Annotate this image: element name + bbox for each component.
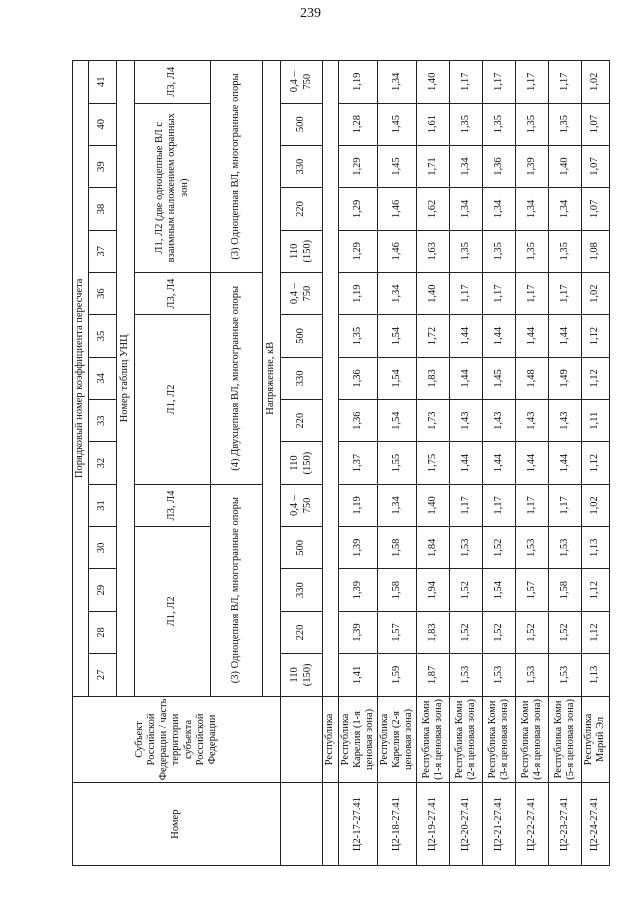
value-cell: 1,02 — [582, 272, 609, 314]
voltage-cell: 0,4 – 750 — [281, 272, 323, 314]
table-row — [339, 61, 378, 866]
row-subject: Республика Коми (2-я ценовая зона) — [450, 696, 483, 783]
value-cell: 1,39 — [339, 569, 378, 611]
value-cell: 1,58 — [378, 569, 417, 611]
value-cell: 1,52 — [483, 527, 516, 569]
voltage-cell: 0,4 – 750 — [281, 484, 323, 526]
value-cell: 1,35 — [339, 315, 378, 357]
col-num: 35 — [89, 315, 117, 357]
col-num: 37 — [89, 230, 117, 272]
row-subject: Республика Коми (1-я ценовая зона) — [417, 696, 450, 783]
value-cell: 1,40 — [549, 145, 582, 187]
value-cell: 1,17 — [450, 61, 483, 104]
value-cell: 1,58 — [378, 527, 417, 569]
col-num: 30 — [89, 527, 117, 569]
value-cell: 1,17 — [549, 61, 582, 104]
voltage-cell: 220 — [281, 188, 323, 230]
value-cell: 1,43 — [483, 400, 516, 442]
unc-group-6: Л3, Л4 — [135, 61, 211, 104]
value-cell: 1,29 — [339, 230, 378, 272]
row-code: Ц2-22-27.41 — [516, 783, 549, 866]
page-number: 239 — [300, 6, 321, 21]
line-type-3: (3) Одноцепная ВЛ, многогранные опоры — [211, 61, 263, 273]
header-empty-cell — [281, 783, 323, 866]
value-cell: 1,45 — [378, 103, 417, 145]
voltage-cell: 0,4 – 750 — [281, 61, 323, 104]
value-cell: 1,39 — [339, 611, 378, 653]
value-cell: 1,37 — [339, 442, 378, 484]
value-cell: 1,34 — [549, 188, 582, 230]
value-cell: 1,57 — [378, 611, 417, 653]
value-cell: 1,73 — [417, 400, 450, 442]
value-cell: 1,35 — [516, 230, 549, 272]
value-cell: 1,17 — [450, 272, 483, 314]
value-cell: 1,11 — [582, 400, 609, 442]
section-empty-cell — [323, 783, 339, 866]
col-num: 40 — [89, 103, 117, 145]
value-cell: 1,19 — [339, 272, 378, 314]
value-cell: 1,44 — [483, 315, 516, 357]
value-cell: 1,36 — [483, 145, 516, 187]
value-cell: 1,62 — [417, 188, 450, 230]
value-cell: 1,63 — [417, 230, 450, 272]
section-label: Республика — [323, 696, 339, 783]
header-unc-title: Номер таблиц УНЦ — [117, 61, 135, 697]
value-cell: 1,19 — [339, 61, 378, 104]
value-cell: 1,72 — [417, 315, 450, 357]
value-cell: 1,52 — [516, 611, 549, 653]
voltage-cell: 500 — [281, 103, 323, 145]
header-coef-title: Порядковый номер коэффициента пересчета — [73, 61, 89, 697]
value-cell: 1,53 — [516, 654, 549, 696]
voltage-cell: 330 — [281, 357, 323, 399]
col-num: 29 — [89, 569, 117, 611]
row-code: Ц2-21-27.41 — [483, 783, 516, 866]
value-cell: 1,44 — [483, 442, 516, 484]
value-cell: 1,35 — [483, 230, 516, 272]
value-cell: 1,43 — [516, 400, 549, 442]
value-cell: 1,29 — [339, 145, 378, 187]
row-subject: Республика Марий Эл — [582, 696, 609, 783]
line-type-2: (4) Двухцепная ВЛ, многогранные опоры — [211, 272, 263, 484]
voltage-cell: 220 — [281, 400, 323, 442]
value-cell: 1,02 — [582, 484, 609, 526]
value-cell: 1,52 — [450, 611, 483, 653]
value-cell: 1,44 — [516, 315, 549, 357]
value-cell: 1,53 — [549, 654, 582, 696]
header-empty-cell — [281, 696, 323, 783]
col-num: 28 — [89, 611, 117, 653]
voltage-cell: 500 — [281, 315, 323, 357]
value-cell: 1,54 — [378, 315, 417, 357]
col-num: 38 — [89, 188, 117, 230]
value-cell: 1,59 — [378, 654, 417, 696]
section-empty-cell — [323, 61, 339, 697]
section-row — [323, 61, 339, 866]
line-type-1: (3) Одноцепная ВЛ, многогранные опоры — [211, 484, 263, 696]
table-row — [450, 61, 483, 866]
value-cell: 1,40 — [417, 484, 450, 526]
table-row — [378, 61, 417, 866]
value-cell: 1,12 — [582, 315, 609, 357]
table-row — [582, 61, 609, 866]
header-subject: Субъект Российской Федерации / часть территории субъекта Российской Федерации — [73, 696, 281, 783]
value-cell: 1,34 — [378, 61, 417, 104]
value-cell: 1,28 — [339, 103, 378, 145]
row-subject: Республика Карелия (2-я ценовая зона) — [378, 696, 417, 783]
value-cell: 1,84 — [417, 527, 450, 569]
value-cell: 1,54 — [483, 569, 516, 611]
value-cell: 1,35 — [450, 230, 483, 272]
unc-group-1: Л1, Л2 — [135, 527, 211, 696]
value-cell: 1,34 — [483, 188, 516, 230]
col-num: 27 — [89, 654, 117, 696]
value-cell: 1,44 — [549, 442, 582, 484]
value-cell: 1,17 — [549, 484, 582, 526]
value-cell: 1,17 — [483, 484, 516, 526]
value-cell: 1,34 — [450, 145, 483, 187]
value-cell: 1,53 — [450, 527, 483, 569]
value-cell: 1,52 — [549, 611, 582, 653]
voltage-cell: 110 (150) — [281, 230, 323, 272]
value-cell: 1,45 — [483, 357, 516, 399]
value-cell: 1,35 — [516, 103, 549, 145]
value-cell: 1,44 — [450, 315, 483, 357]
voltage-cell: 500 — [281, 527, 323, 569]
unc-group-5: Л1, Л2 (две одноцепные ВЛ с взаимным наложением охранных зон) — [135, 103, 211, 272]
value-cell: 1,29 — [339, 188, 378, 230]
value-cell: 1,52 — [483, 611, 516, 653]
value-cell: 1,54 — [378, 357, 417, 399]
value-cell: 1,17 — [483, 61, 516, 104]
value-cell: 1,17 — [483, 272, 516, 314]
col-num: 31 — [89, 484, 117, 526]
value-cell: 1,52 — [450, 569, 483, 611]
value-cell: 1,35 — [549, 103, 582, 145]
voltage-cell: 330 — [281, 145, 323, 187]
voltage-cell: 110 (150) — [281, 654, 323, 696]
row-code: Ц2-20-27.41 — [450, 783, 483, 866]
voltage-cell: 110 (150) — [281, 442, 323, 484]
row-subject: Республика Карелия (1-я ценовая зона) — [339, 696, 378, 783]
value-cell: 1,53 — [483, 654, 516, 696]
value-cell: 1,58 — [549, 569, 582, 611]
value-cell: 1,71 — [417, 145, 450, 187]
col-num: 39 — [89, 145, 117, 187]
table-row — [516, 61, 549, 866]
value-cell: 1,43 — [450, 400, 483, 442]
value-cell: 1,17 — [516, 61, 549, 104]
value-cell: 1,75 — [417, 442, 450, 484]
value-cell: 1,13 — [582, 527, 609, 569]
value-cell: 1,12 — [582, 442, 609, 484]
value-cell: 1,02 — [582, 61, 609, 104]
value-cell: 1,07 — [582, 145, 609, 187]
value-cell: 1,94 — [417, 569, 450, 611]
value-cell: 1,12 — [582, 357, 609, 399]
value-cell: 1,46 — [378, 188, 417, 230]
value-cell: 1,57 — [516, 569, 549, 611]
value-cell: 1,12 — [582, 569, 609, 611]
value-cell: 1,07 — [582, 103, 609, 145]
value-cell: 1,12 — [582, 611, 609, 653]
value-cell: 1,40 — [417, 61, 450, 104]
rotated-table-wrapper — [72, 60, 607, 866]
value-cell: 1,83 — [417, 611, 450, 653]
value-cell: 1,44 — [450, 442, 483, 484]
unc-group-4: Л3, Л4 — [135, 272, 211, 314]
header-voltage-title: Напряжение, кВ — [263, 61, 281, 697]
row-code: Ц2-23-27.41 — [549, 783, 582, 866]
value-cell: 1,35 — [450, 103, 483, 145]
table-row — [549, 61, 582, 866]
table-row — [417, 61, 450, 866]
value-cell: 1,35 — [549, 230, 582, 272]
value-cell: 1,43 — [549, 400, 582, 442]
unc-group-2: Л3, Л4 — [135, 484, 211, 526]
value-cell: 1,17 — [516, 272, 549, 314]
value-cell: 1,40 — [417, 272, 450, 314]
value-cell: 1,44 — [450, 357, 483, 399]
value-cell: 1,19 — [339, 484, 378, 526]
value-cell: 1,34 — [450, 188, 483, 230]
row-code: Ц2-18-27.41 — [378, 783, 417, 866]
value-cell: 1,87 — [417, 654, 450, 696]
coefficient-table — [72, 60, 610, 866]
value-cell: 1,61 — [417, 103, 450, 145]
value-cell: 1,45 — [378, 145, 417, 187]
unc-group-3: Л1, Л2 — [135, 315, 211, 484]
value-cell: 1,53 — [450, 654, 483, 696]
value-cell: 1,08 — [582, 230, 609, 272]
col-num: 36 — [89, 272, 117, 314]
row-code: Ц2-17-27.41 — [339, 783, 378, 866]
col-num: 41 — [89, 61, 117, 104]
value-cell: 1,41 — [339, 654, 378, 696]
value-cell: 1,83 — [417, 357, 450, 399]
row-subject: Республика Коми (4-я ценовая зона) — [516, 696, 549, 783]
value-cell: 1,39 — [339, 527, 378, 569]
row-code: Ц2-19-27.41 — [417, 783, 450, 866]
value-cell: 1,54 — [378, 400, 417, 442]
col-num: 32 — [89, 442, 117, 484]
value-cell: 1,55 — [378, 442, 417, 484]
value-cell: 1,13 — [582, 654, 609, 696]
value-cell: 1,48 — [516, 357, 549, 399]
value-cell: 1,07 — [582, 188, 609, 230]
row-subject: Республика Коми (3-я ценовая зона) — [483, 696, 516, 783]
col-num: 33 — [89, 400, 117, 442]
value-cell: 1,36 — [339, 400, 378, 442]
value-cell: 1,36 — [339, 357, 378, 399]
value-cell: 1,34 — [516, 188, 549, 230]
value-cell: 1,49 — [549, 357, 582, 399]
value-cell: 1,39 — [516, 145, 549, 187]
value-cell: 1,17 — [516, 484, 549, 526]
header-voltages — [281, 61, 323, 866]
value-cell: 1,44 — [549, 315, 582, 357]
value-cell: 1,17 — [450, 484, 483, 526]
voltage-cell: 330 — [281, 569, 323, 611]
value-cell: 1,46 — [378, 230, 417, 272]
table-row — [483, 61, 516, 866]
voltage-cell: 220 — [281, 611, 323, 653]
value-cell: 1,35 — [483, 103, 516, 145]
value-cell: 1,17 — [549, 272, 582, 314]
value-cell: 1,34 — [378, 272, 417, 314]
value-cell: 1,53 — [516, 527, 549, 569]
header-nomer: Номер — [73, 783, 281, 866]
row-code: Ц2-24-27.41 — [582, 783, 609, 866]
col-num: 34 — [89, 357, 117, 399]
value-cell: 1,53 — [549, 527, 582, 569]
value-cell: 1,34 — [378, 484, 417, 526]
row-subject: Республика Коми (5-я ценовая зона) — [549, 696, 582, 783]
value-cell: 1,44 — [516, 442, 549, 484]
